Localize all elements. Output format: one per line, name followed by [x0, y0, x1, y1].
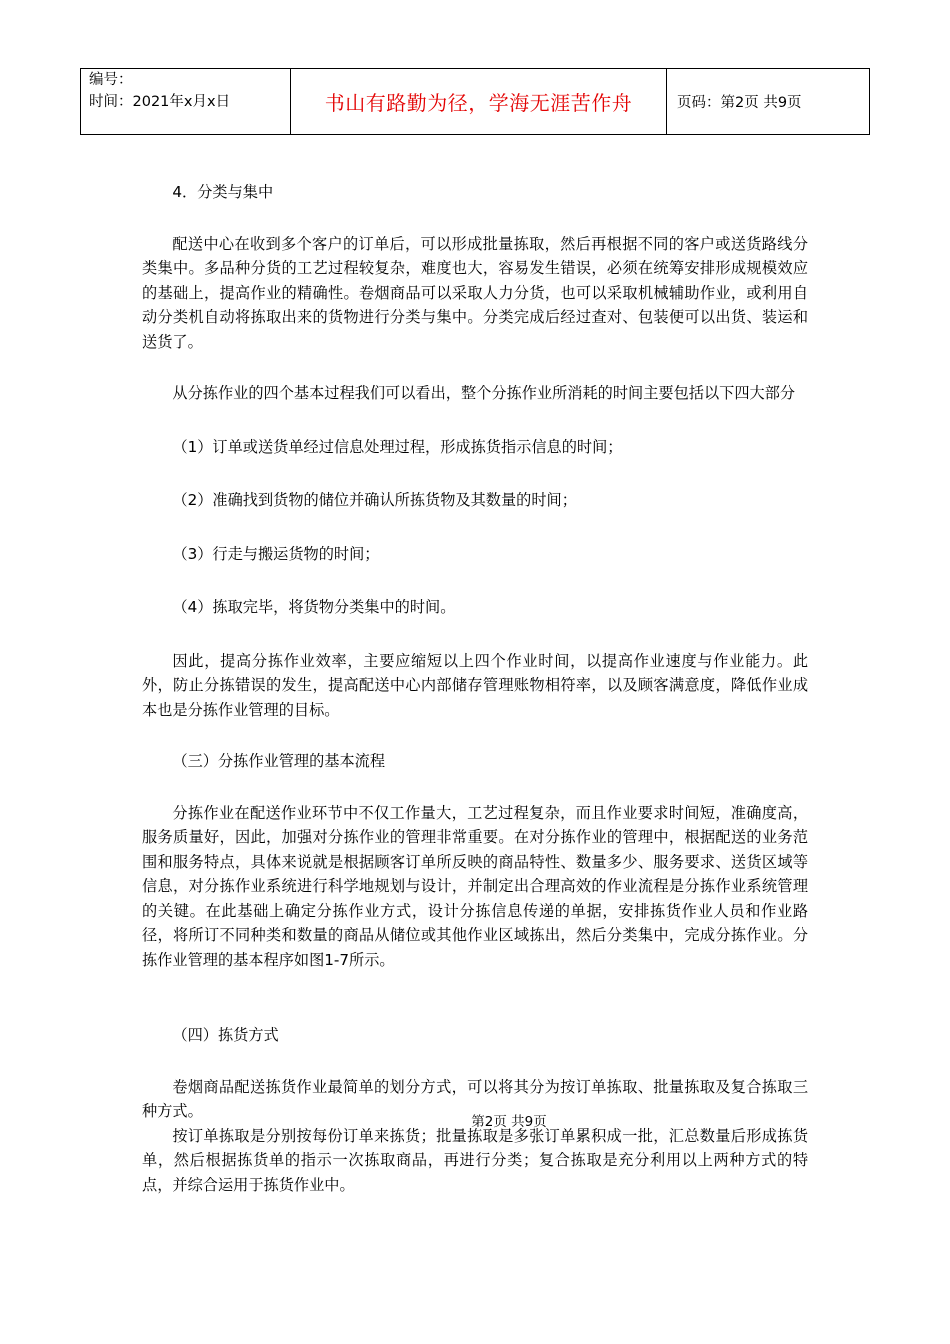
list-item-time-2: （2）准确找到货物的储位并确认所拣货物及其数量的时间；	[172, 491, 577, 509]
header-page-code: 页码：第2页 共9页	[667, 69, 870, 135]
section-heading-basic-process: （三）分拣作业管理的基本流程	[172, 752, 386, 770]
section-heading-picking-methods: （四）拣货方式	[172, 1026, 279, 1044]
header-meta-cell	[81, 69, 291, 135]
list-item-time-1: （1）订单或送货单经过信息处理过程，形成拣货指示信息的时间；	[172, 437, 623, 456]
list-item-time-3: （3）行走与搬运货物的时间；	[172, 544, 380, 563]
document-date-label: 时间：2021年x月x日	[89, 94, 231, 110]
paragraph-basic-process: 分拣作业在配送作业环节中不仅工作量大，工艺过程复杂，而且作业要求时间短，准确度高，服务质量好，因此，加强对分拣作业的管理非常重要。在对分拣作业的管理中，根据配送的业务范围和服务特点，具体来说就是根据顾客订单所反映的商品特性、数量多少、服务要求、送货区域等信息，对分拣作业系统进行科学地规划与设计，并制定出合理高效的作业流程是分拣作业系统管理的关键。在此基础上确定分拣作业方式，设计分拣信息传递的单据，安排拣货作业人员和作业路径，将所订不同种类和数量的商品从储位或其他作业区域拣出，然后分类集中，完成分拣作业。分拣作业管理的基本程序如图1-7所示。	[142, 803, 808, 969]
paragraph-time-components-intro: 从分拣作业的四个基本过程我们可以看出，整个分拣作业所消耗的时间主要包括以下四大部分	[172, 384, 796, 402]
list-item-time-4: （4）拣取完毕，将货物分类集中的时间。	[172, 598, 456, 616]
header-motto: 书山有路勤为径，学海无涯苦作舟	[291, 69, 667, 135]
page-footer-number: 第2页 共9页	[471, 1114, 547, 1130]
document-body	[142, 180, 808, 1197]
paragraph-efficiency-goals: 因此，提高分拣作业效率，主要应缩短以上四个作业时间，以提高作业速度与作业能力。此外，防止分拣错误的发生，提高配送中心内部储存管理账物相符率，以及顾客满意度，降低作业成本也是分拣作业管理的目标。	[142, 651, 808, 719]
document-number-label: 编号：	[89, 72, 133, 88]
document-header	[80, 68, 870, 135]
paragraph-sorting-concentration: 配送中心在收到多个客户的订单后，可以形成批量拣取，然后再根据不同的客户或送货路线分类集中。多品种分货的工艺过程较复杂，难度也大，容易发生错误，必须在统筹安排形成规模效应的基础上，提高作业的精确性。卷烟商品可以采取人力分货，也可以采取机械辅助作业，或利用自动分类机自动将拣取出来的货物进行分类与集中。分类完成后经过查对、包装便可以出货、装运和送货了。	[142, 234, 808, 351]
paragraph-picking-methods: 卷烟商品配送拣货作业最简单的划分方式，可以将其分为按订单拣取、批量拣取及复合拣取三种方式。	[142, 1077, 808, 1120]
paragraph-picking-method-details: 按订单拣取是分别按每份订单来拣货；批量拣取是多张订单累积成一批，汇总数量后形成拣货单，然后根据拣货单的指示一次拣取商品，再进行分类；复合拣取是充分利用以上两种方式的特点，并综合运用于拣货作业中。	[142, 1126, 808, 1194]
section-heading-sorting-concentration: 4．分类与集中	[172, 183, 274, 201]
